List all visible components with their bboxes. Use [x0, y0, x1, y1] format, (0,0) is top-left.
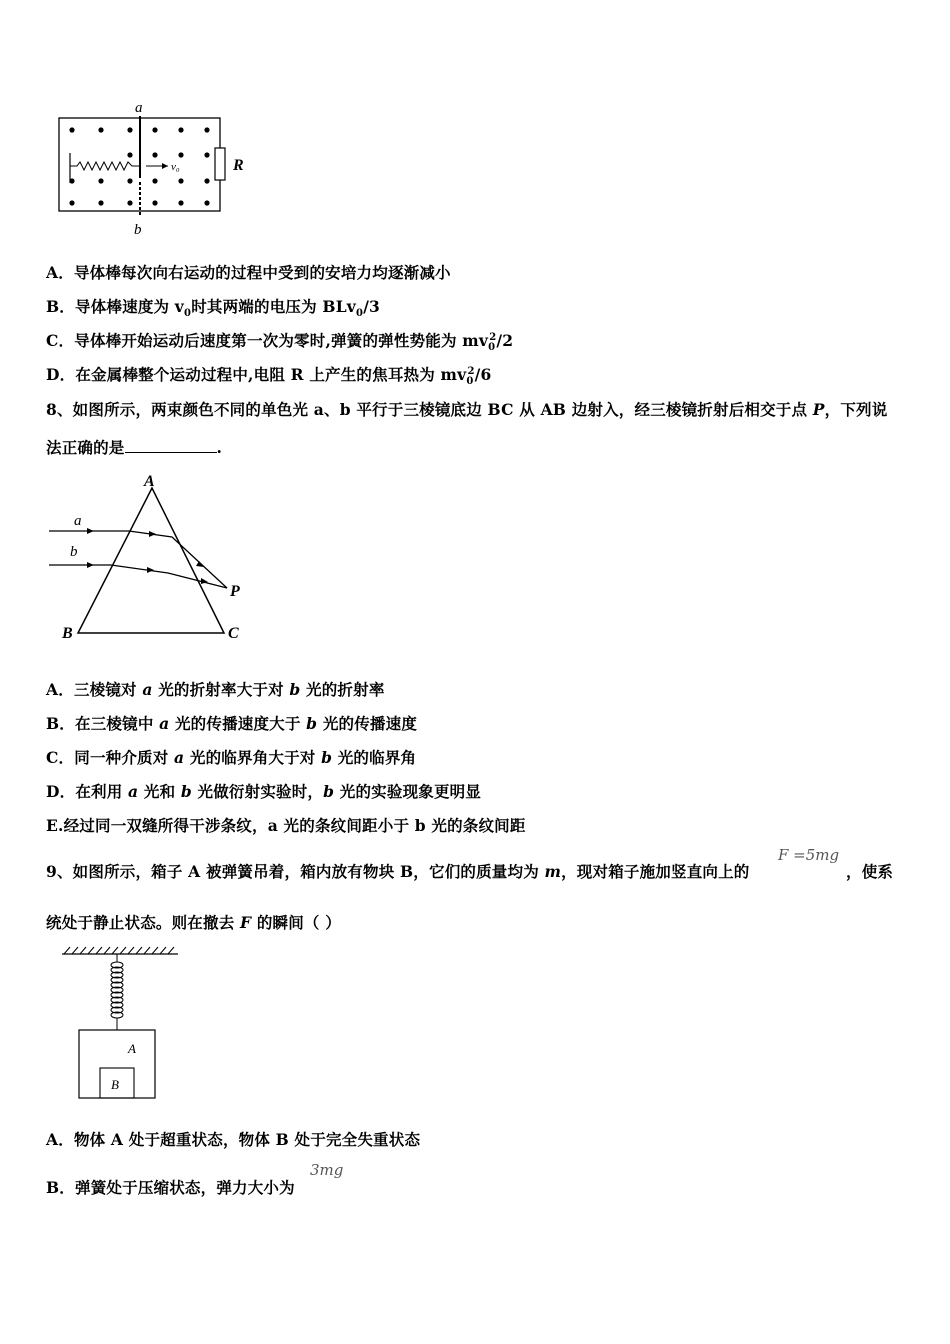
q7-option-c: C．导体棒开始运动后速度第一次为零时,弹簧的弹性势能为 $mv_0^2/2$ [46, 331, 514, 354]
q8-option-c: C．同一种介质对 a 光的临界角大于对 b 光的临界角 [46, 748, 417, 767]
fig1-label-b: b [134, 222, 142, 238]
prism-label-P: P [230, 583, 240, 600]
fig1-label-R: R [233, 157, 244, 174]
q7-option-d: D．在金属棒整个运动过程中,电阻 R 上产生的焦耳热为 $mv_0^2/6$ [46, 365, 492, 388]
q9-formula-F: F =5mg [778, 846, 840, 864]
prism-label-B: B [62, 625, 73, 642]
answer-blank [125, 440, 217, 453]
prism-label-a: a [74, 513, 82, 529]
q9-stem-line1-end: ，使系 [846, 862, 894, 881]
q9-stem-line2: 统处于静止状态。则在撤去 F 的瞬间（ ） [46, 913, 341, 932]
q8-option-a: A．三棱镜对 a 光的折射率大于对 b 光的折射率 [46, 680, 385, 699]
q7-option-a: A．导体棒每次向右运动的过程中受到的安培力均逐渐减小 [46, 263, 451, 282]
figure-prism [44, 470, 254, 645]
figure-rail-circuit [50, 98, 260, 238]
q8-option-e: E.经过同一双缝所得干涉条纹，a 光的条纹间距小于 b 光的条纹间距 [46, 816, 526, 835]
box-label-B: B [111, 1077, 119, 1092]
prism-label-A: A [144, 473, 155, 490]
figure-spring-box [56, 944, 186, 1104]
q8-option-b: B．在三棱镜中 a 光的传播速度大于 b 光的传播速度 [46, 714, 418, 733]
fig1-label-a: a [135, 100, 143, 116]
q9-option-b: B．弹簧处于压缩状态，弹力大小为 [46, 1178, 295, 1197]
q8-stem-line2: 法正确的是 . [46, 438, 223, 457]
box-label-A: A [128, 1041, 136, 1056]
q9-stem-line1: 9、如图所示，箱子 A 被弹簧吊着，箱内放有物块 B，它们的质量均为 m，现对箱子施加竖直向上的 [46, 862, 750, 881]
q7-option-b: B．导体棒速度为 $v_0$时其两端的电压为 BLv$_0$/3 [46, 297, 381, 320]
q8-option-d: D．在利用 a 光和 b 光做衍射实验时，b 光的实验现象更明显 [46, 782, 482, 801]
fig1-label-v0: v₀ [171, 161, 180, 173]
prism-label-b: b [70, 544, 78, 560]
q9-formula-3mg: 3mg [310, 1161, 344, 1179]
q9-option-a: A．物体 A 处于超重状态，物体 B 处于完全失重状态 [46, 1130, 421, 1149]
q8-stem-line1: 8、如图所示，两束颜色不同的单色光 a、b 平行于三棱镜底边 BC 从 AB 边射入，经三棱镜折射后相交于点 P，下列说 [46, 400, 888, 419]
prism-label-C: C [228, 625, 239, 642]
